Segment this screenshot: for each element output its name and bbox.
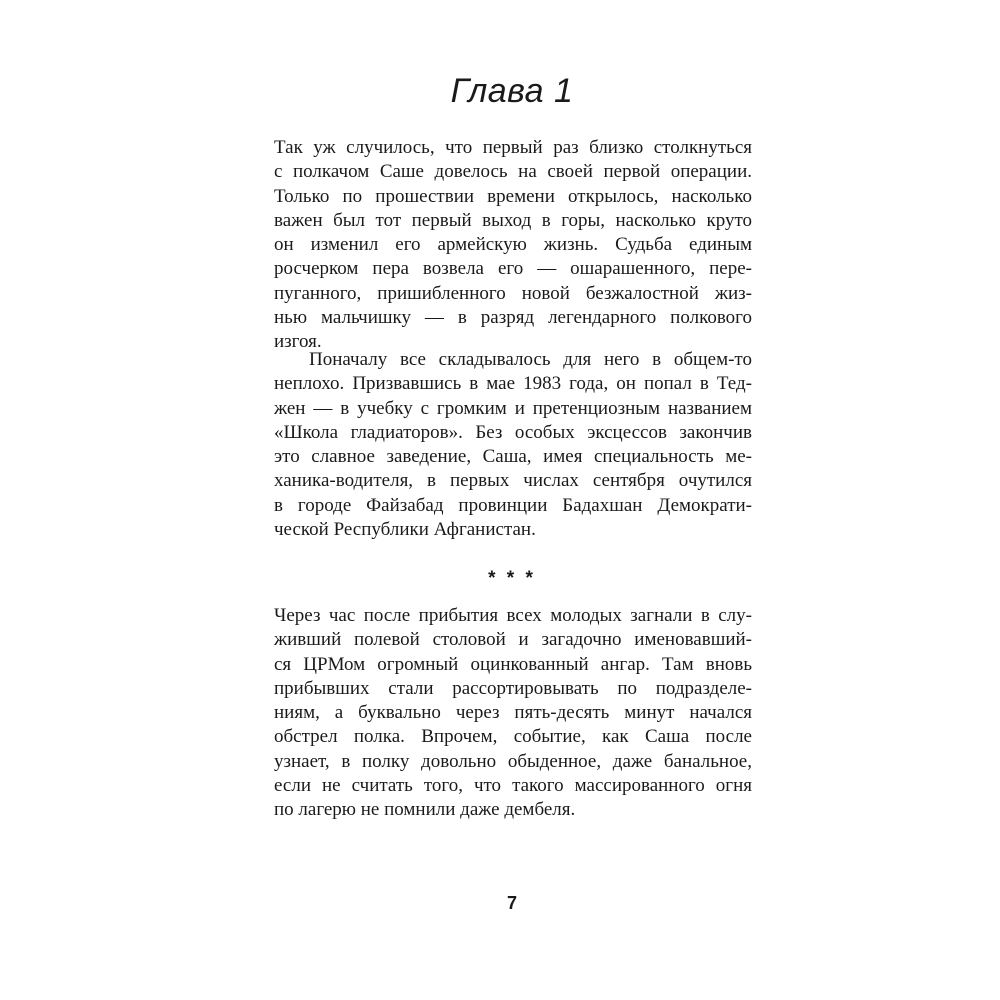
text-line: ческой Республики Афганистан.: [274, 519, 536, 541]
text-line: в городе Файзабад провинции Бадахшан Демократи-: [274, 494, 752, 516]
paragraph: [274, 136, 752, 355]
text-line: «Школа гладиаторов». Без особых эксцессов закончив: [274, 421, 752, 443]
text-line: с полкачом Саше довелось на своей первой операции.: [274, 161, 752, 183]
text-line: Только по прошествии времени открылось, насколько: [274, 185, 752, 207]
text-line: нью мальчишку — в разряд легендарного полкового: [274, 307, 752, 329]
text-line: прибывших стали рассортировывать по подразделе-: [274, 677, 752, 699]
text-line: изгоя.: [274, 331, 322, 353]
text-line: Так уж случилось, что первый раз близко столкнуться: [274, 137, 752, 158]
text-line: ханика-водителя, в первых числах сентября очутился: [274, 470, 752, 492]
text-line: жен — в учебку с громким и претенциозным названием: [274, 397, 752, 419]
chapter-title: Глава 1: [450, 72, 574, 110]
paragraph: [274, 604, 752, 823]
text-line: по лагерю не помнили даже дембеля.: [274, 799, 576, 821]
section-separator: * * *: [488, 568, 536, 589]
page-number: 7: [506, 893, 517, 913]
text-line: Поначалу все складывалось для него в общем-то: [309, 349, 752, 370]
text-line: обстрел полка. Впрочем, событие, как Саша после: [274, 726, 752, 748]
text-line: пуганного, пришибленного новой безжалостной жиз-: [274, 282, 752, 304]
text-line: Через час после прибытия всех молодых загнали в слу-: [274, 605, 752, 626]
text-line: росчерком пера возвела его — ошарашенного, пере-: [274, 258, 752, 280]
text-line: если не считать того, что такого массированного огня: [274, 775, 752, 797]
text-line: ниям, а буквально через пять-десять минут начался: [274, 702, 752, 724]
text-line: он изменил его армейскую жизнь. Судьба единым: [274, 234, 752, 256]
text-line: неплохо. Призвавшись в мае 1983 года, он попал в Тед-: [274, 373, 752, 395]
text-line: живший полевой столовой и загадочно именовавший-: [274, 629, 752, 651]
paragraph: [274, 348, 752, 542]
text-line: это славное заведение, Саша, имея специальность ме-: [274, 446, 752, 468]
text-line: важен был тот первый выход в горы, насколько круто: [274, 209, 752, 231]
text-line: узнает, в полку довольно обыденное, даже банальное,: [274, 750, 752, 772]
text-line: ся ЦРМом огромный оцинкованный ангар. Там вновь: [274, 653, 752, 675]
